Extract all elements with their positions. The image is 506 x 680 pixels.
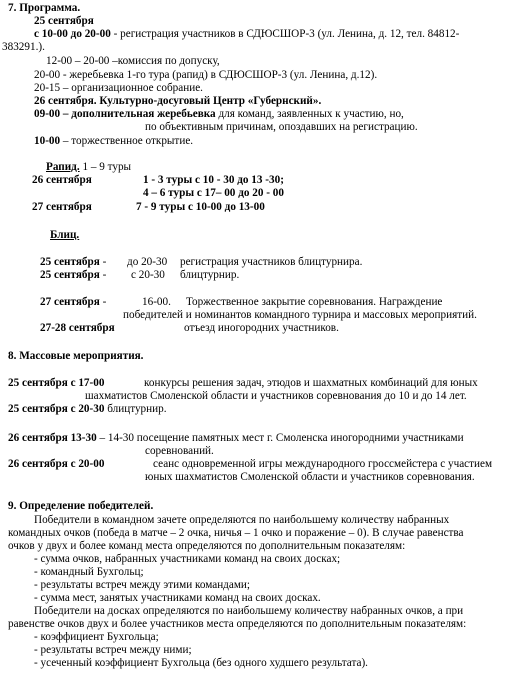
team-criterion: - командный Бухгольц; — [34, 566, 144, 578]
blitz-row-text: блицтурнир. — [180, 269, 240, 281]
rapid-rounds: 1 – 9 туры — [79, 161, 132, 173]
closing-sep: - — [99, 296, 107, 308]
team-winners-p1: Победители в командном зачете определяются по наибольшему количеству набранных — [34, 514, 450, 526]
rapid-row-text: 1 - 3 туры с 10 - 30 до 13 -30; — [143, 174, 284, 186]
event-3-cont: соревнований. — [145, 445, 214, 457]
opening-text: – торжественное открытие. — [60, 135, 194, 147]
blitz-row-sep: - — [99, 256, 107, 268]
extra-draw-text: для команд, заявленных к участию, но, — [215, 108, 404, 120]
blitz-row-date: 25 сентября — [40, 256, 100, 268]
closing-cont: победителей и номинантов командного турнира и массовых мероприятий. — [123, 309, 477, 321]
event-4-cont: юных шахматистов Смоленской области и участников соревнования. — [145, 471, 475, 483]
rapid-row-date: 27 сентября — [32, 201, 92, 213]
section-7-heading: 7. Программа. — [8, 2, 81, 14]
section-9-heading: 9. Определение победителей. — [8, 500, 154, 512]
organizational-meeting: 20-15 – организационное собрание. — [34, 82, 203, 94]
event-text: – 14-30 посещение памятных мест г. Смоленска иногородними участниками — [96, 432, 464, 444]
team-winners-p2: командных очков (победа в матче – 2 очка, ничья – 1 очко и поражение – 0). В случае равенства — [8, 527, 464, 539]
opening-line — [34, 135, 193, 148]
closing-line — [40, 296, 106, 309]
event-1-cont: шахматистов Смоленской области и участников соревнования до 10 и до 14 лет. — [85, 390, 467, 402]
departure-date: 27-28 сентября — [40, 322, 115, 334]
event-3 — [8, 432, 464, 445]
registration-time: с 10-00 до 20-00 — [34, 28, 111, 40]
event-text: блицтурнир. — [104, 403, 167, 415]
rapid-header — [46, 161, 131, 174]
team-criterion: - результаты встреч между этими командами; — [34, 579, 251, 591]
registration-text: - регистрация участников в СДЮСШОР-3 (ул. Ленина, д. 12, тел. 84812- — [110, 28, 460, 40]
event-time: 13-30 — [67, 432, 97, 444]
blitz-row-time: до 20-30 — [127, 256, 168, 268]
blitz-row-sep: - — [99, 269, 107, 281]
blitz-row — [40, 256, 106, 269]
registration-date: 25 сентября — [34, 15, 94, 27]
departure-text: отъезд иногородних участников. — [184, 322, 339, 334]
board-winners-p2: равенстве очков двух и более участников места определяются по дополнительным показателям: — [8, 618, 467, 630]
registration-line — [34, 28, 459, 41]
extra-draw-label: 09-00 – дополнительная жеребьевка — [34, 108, 216, 120]
extra-draw-cont: по объективным причинам, опоздавших на регистрацию. — [145, 121, 418, 133]
blitz-label: Блиц. — [50, 229, 80, 241]
event-4-time — [8, 458, 104, 471]
event-date: 25 сентября — [8, 377, 68, 389]
closing-time: 16-00. — [142, 296, 171, 308]
event-date: 26 сентября — [8, 432, 68, 444]
closing-date: 27 сентября — [40, 296, 100, 308]
blitz-row-text: регистрация участников блицтурнира. — [180, 256, 363, 268]
event-time: с 17-00 — [67, 377, 105, 389]
opening-time: 10-00 — [34, 135, 61, 147]
blitz-row — [40, 269, 106, 282]
board-criterion: - результаты встреч между ними; — [34, 644, 192, 656]
rapid-row-text: 4 – 6 туры с 17– 00 до 20 - 00 — [143, 187, 284, 199]
admission-commission: 12-00 – 20-00 –комиссия по допуску, — [46, 55, 220, 67]
event-1-text: конкурсы решения задач, этюдов и шахматных комбинаций для юных — [144, 377, 478, 389]
first-round-draw: 20-00 - жеребьевка 1-го тура (рапид) в СДЮСШОР-3 (ул. Ленина, д.12). — [34, 69, 378, 81]
event-date: 26 сентября — [8, 458, 68, 470]
event-4-text: сеанс одновременной игры международного гроссмейстера с участием — [153, 458, 493, 470]
blitz-row-time: с 20-30 — [131, 269, 165, 281]
section-8-heading: 8. Массовые мероприятия. — [8, 350, 144, 362]
event-date: 25 сентября — [8, 403, 68, 415]
blitz-row-date: 25 сентября — [40, 269, 100, 281]
event-2 — [8, 403, 167, 416]
board-criterion: - коэффициент Бухгольца; — [34, 631, 159, 643]
board-criterion: - усеченный коэффициент Бухгольца (без одного худшего результата). — [34, 657, 368, 669]
event-time: с 20-00 — [67, 458, 105, 470]
rapid-row-date: 26 сентября — [32, 174, 92, 186]
board-winners-p1: Победители на досках определяются по наибольшему количеству набранных очков, а при — [34, 605, 464, 617]
event-time: с 20-30 — [67, 403, 105, 415]
closing-text: Торжественное закрытие соревнования. Награждение — [186, 296, 443, 308]
rapid-row-text: 7 - 9 туры с 10-00 до 13-00 — [136, 201, 265, 213]
team-criterion: - сумма мест, занятых участниками команд на своих досках. — [34, 592, 321, 604]
team-winners-p3: очков у двух и более команд места определяются по дополнительным показателям: — [8, 540, 406, 552]
day-26-venue: 26 сентября. Культурно-досуговый Центр «Губернский». — [34, 95, 322, 107]
rapid-label: Рапид. — [46, 161, 80, 173]
event-1-time — [8, 377, 104, 390]
extra-draw-line — [34, 108, 404, 121]
team-criterion: - сумма очков, набранных участниками команд на своих досках; — [34, 553, 341, 565]
registration-phone-cont: 383291.). — [2, 41, 45, 53]
